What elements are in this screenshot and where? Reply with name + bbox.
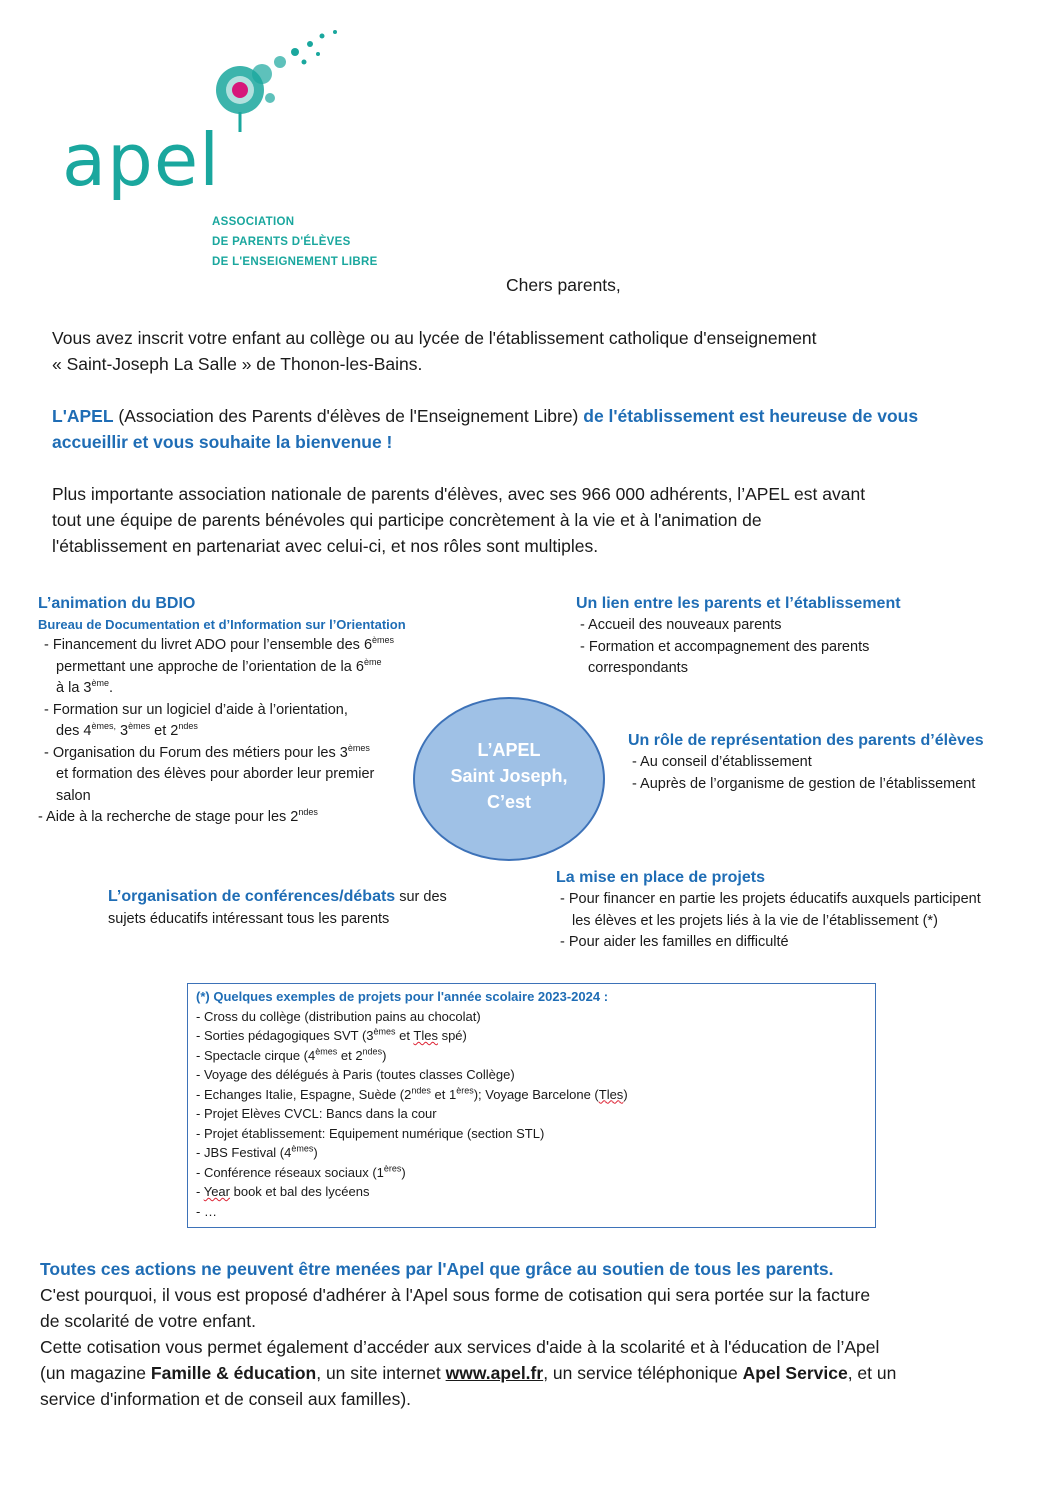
logo-word: apel [62, 118, 221, 202]
closing-paragraph: Toutes ces actions ne peuvent être menées par l'Apel que grâce au soutien de tous les parents. C'est pourquoi, il vous est proposé d'adhérer à l'Apel sous forme de cotisation qui sera portée sur la facture de scolarité de votre enfant. Cette cotisation vous permet également d’accéder aux services d'aide à la scolarité et à l'éducation de l’Apel (un magazine Famille & éducation, un site internet www.apel.fr, un service téléphonique Apel Service, et un service d'information et de conseil aux familles). [40, 1256, 1040, 1412]
welcome-paragraph: L'APEL (Association des Parents d'élèves de l'Enseignement Libre) de l'établissement est heureuse de vous accueillir et vous souhaite la bienvenue ! [52, 406, 919, 452]
bdio-title: L’animation du BDIO [38, 595, 196, 612]
lien-section: Un lien entre les parents et l’établissement - Accueil des nouveaux parents - Formation et accompagnement des parents correspondants [576, 593, 1036, 680]
apel-circle-text: L’APEL Saint Joseph, C’est [450, 740, 568, 812]
greeting: Chers parents, [506, 275, 621, 295]
apel-website-link[interactable]: www.apel.fr [445, 1363, 544, 1383]
conferences-section: L’organisation de conférences/débats sur des sujets éducatifs intéressant tous les parents [108, 888, 447, 927]
about-paragraph: Plus importante association nationale de parents d'élèves, avec ses 966 000 adhérents, l’APEL est avant tout une équipe de parents bénévoles qui participe concrètement à la vie et à l'animation de l'établissement en partenariat avec celui-ci, et nos rôles sont multiples. [52, 484, 866, 556]
role-title: Un rôle de représentation des parents d’élèves [628, 732, 984, 749]
bdio-subtitle: Bureau de Documentation et d’Information sur l’Orientation [38, 617, 406, 632]
examples-title: (*) Quelques exemples de projets pour l'année scolaire 2023-2024 : [196, 989, 609, 1004]
projets-title: La mise en place de projets [556, 869, 765, 886]
role-section: Un rôle de représentation des parents d’élèves - Au conseil d’établissement - Auprès de l’organisme de gestion de l’établissement [628, 730, 1048, 795]
lien-title: Un lien entre les parents et l’établissement [576, 595, 901, 612]
examples-list: (*) Quelques exemples de projets pour l'année scolaire 2023-2024 : - Cross du collège (distribution pains au chocolat) - Sorties pédagogiques SVT (3èmes et Tles spé) - Spectacle cirque (4èmes et $2^{ndes}$) - Voyage des délégués à Paris (toutes classes Collège) - Echanges Italie, Espagne, Suède ($2^{ndes}$ et 1ères); Voyage Barcelone (Tles) - Projet Elèves CVCL: Bancs dans la cour - Projet établissement: Equipement numérique (section STL) - JBS Festival (4èmes) - Conférence réseaux sociaux (1ères) - Year book et bal des lycéens - … [196, 987, 866, 1221]
closing-bold: Toutes ces actions ne peuvent être menées par l'Apel que grâce au soutien de tous les parents. [40, 1259, 834, 1279]
apel-logo [60, 22, 390, 272]
dandelion-icon [200, 22, 400, 132]
bdio-section: L’animation du BDIO Bureau de Documentation et d’Information sur l’Orientation - Financement du livret ADO pour l’ensemble des 6èmes permettant une approche de l’orientation de la 6ème à la 3ème. - Formation sur un logiciel d’aide à l’orientation, des $4^{èmes,}$ 3èmes et $2^{ndes}$ - Organisation du Forum des métiers pour les 3èmes et formation des élèves pour aborder leur premier salon - Aide à la recherche de stage pour les $2^{ndes}$ [38, 593, 458, 829]
intro-paragraph: Vous avez inscrit votre enfant au collège ou au lycée de l'établissement catholique d'enseignement « Saint-Joseph La Salle » de Thonon-les-Bains. [52, 328, 817, 374]
logo-association-name: ASSOCIATION DE PARENTS D'ÉLÈVES DE L'ENSEIGNEMENT LIBRE [212, 216, 378, 268]
projets-section: La mise en place de projets - Pour financer en partie les projets éducatifs auxquels participent les élèves et les projets liés à la vie de l’établissement (*) - Pour aider les familles en difficulté [556, 867, 1046, 954]
